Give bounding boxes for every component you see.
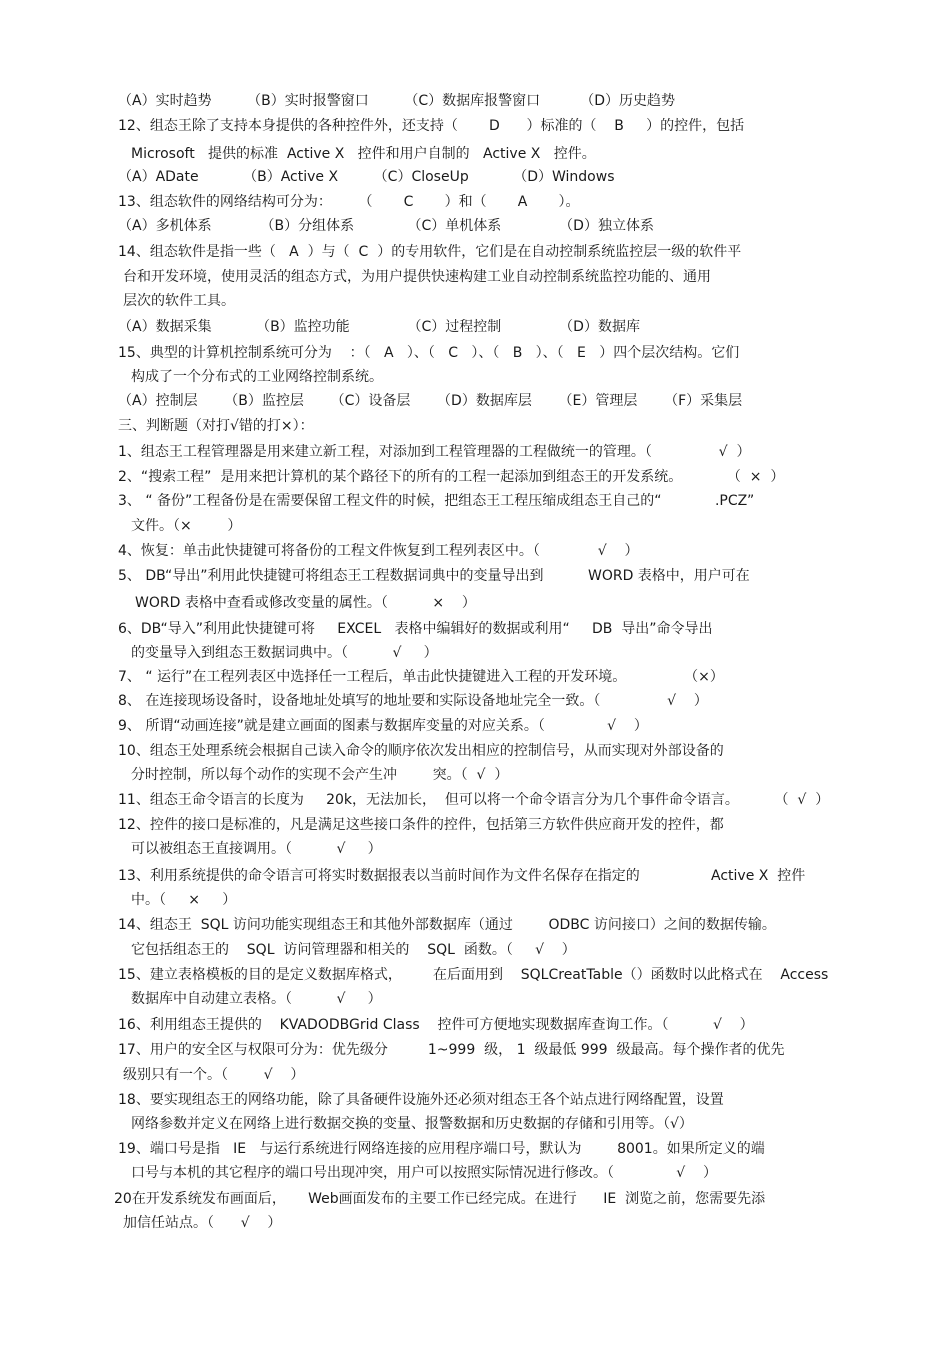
text-line: 14、组态王 SQL 访问功能实现组态王和其他外部数据库（通过 ODBC 访问接口）之间的数据传输。 (118, 917, 776, 933)
text-line: WORD 表格中查看或修改变量的属性。（ × ） (135, 595, 476, 611)
text-line: 文件。（× ） (131, 518, 242, 534)
text-line: 台和开发环境，使用灵活的组态方式，为用户提供快速构建工业自动控制系统监控功能的、通用 (123, 269, 711, 285)
text-line: （A）控制层 （B）监控层 （C）设备层 （D）数据库层 （E）管理层 （F）采集层 (118, 393, 743, 409)
text-line: 20在开发系统发布画面后， Web画面发布的主要工作已经完成。在进行 IE 浏览之前，您需要先添 (114, 1191, 766, 1207)
text-line: 13、组态软件的网络结构可分为： （ C ）和（ A ）。 (118, 194, 580, 210)
text-line: 层次的软件工具。 (123, 293, 235, 309)
text-line: 它包括组态王的 SQL 访问管理器和相关的 SQL 函数。（ √ ） (131, 942, 576, 958)
text-line: 14、组态软件是指一些（ A ）与（ C ）的专用软件，它们是在自动控制系统监控层一级的软件平 (118, 244, 742, 260)
text-line: 网络参数并定义在网络上进行数据交换的变量、报警数据和历史数据的存储和引用等。（√） (131, 1116, 693, 1132)
text-line: 2、“搜索工程” 是用来把计算机的某个路径下的所有的工程一起添加到组态王的开发系统。 （ × ） (118, 469, 785, 485)
text-line: 16、利用组态王提供的 KVADODBGrid Class 控件可方便地实现数据库查询工作。（ √ ） (118, 1017, 754, 1033)
text-line: 11、组态王命令语言的长度为 20k，无法加长， 但可以将一个命令语言分为几个事件命令语言。 （ √ ） (118, 792, 830, 808)
text-line: 5、 DB“导出”利用此快捷键可将组态王工程数据词典中的变量导出到 WORD 表格中，用户可在 (118, 568, 750, 584)
text-line: 可以被组态王直接调用。（ √ ） (131, 841, 382, 857)
text-line: （A）实时趋势 （B）实时报警窗口 （C）数据库报警窗口 （D）历史趋势 (118, 93, 675, 109)
text-line: 17、用户的安全区与权限可分为：优先级分 1~999 级， 1 级最低 999 级最高。每个操作者的优先 (118, 1042, 785, 1058)
text-line: 中。（ × ） (131, 892, 237, 908)
text-line: 19、端口号是指 IE 与运行系统进行网络连接的应用程序端口号，默认为 8001。如果所定义的端 (118, 1141, 765, 1157)
text-line: 构成了一个分布式的工业网络控制系统。 (131, 369, 383, 385)
text-line: （A）多机体系 （B）分组体系 （C）单机体系 （D）独立体系 (118, 218, 654, 234)
text-line: 加信任站点。（ √ ） (123, 1215, 282, 1231)
text-line: 4、恢复：单击此快捷键可将备份的工程文件恢复到工程列表区中。（ √ ） (118, 543, 639, 559)
text-line: 3、 “ 备份”工程备份是在需要保留工程文件的时候，把组态王工程压缩成组态王自己的“ .PCZ” (118, 493, 755, 509)
text-line: Microsoft 提供的标准 Active X 控件和用户自制的 Active X 控件。 (131, 146, 596, 162)
text-line: 13、利用系统提供的命令语言可将实时数据报表以当前时间作为文件名保存在指定的 Active X 控件 (118, 868, 806, 884)
text-line: （A）数据采集 （B）监控功能 （C）过程控制 （D）数据库 (118, 319, 640, 335)
text-line: 15、典型的计算机控制系统可分为 ：（ A ）、（ C ）、（ B ）、（ E ）四个层次结构。它们 (118, 345, 740, 361)
text-line: 12、控件的接口是标准的，凡是满足这些接口条件的控件，包括第三方软件供应商开发的控件，都 (118, 817, 724, 833)
text-line: 15、建立表格模板的目的是定义数据库格式， 在后面用到 SQLCreatTable（）函数时以此格式在 Access (118, 967, 829, 983)
text-line: 10、组态王处理系统会根据自己读入命令的顺序依次发出相应的控制信号，从而实现对外部设备的 (118, 743, 724, 759)
text-line: 7、 “ 运行”在工程列表区中选择任一工程后，单击此快捷键进入工程的开发环境。 （×） (118, 669, 724, 685)
text-line: 三、判断题（对打√错的打×）： (118, 418, 314, 434)
text-line: （A）ADate （B）Active X （C）CloseUp （D）Windows (118, 169, 615, 185)
text-line: 6、DB“导入”利用此快捷键可将 EXCEL 表格中编辑好的数据或利用“ DB 导出”命令导出 (118, 621, 713, 637)
text-line: 级别只有一个。（ √ ） (123, 1067, 305, 1083)
text-line: 口号与本机的其它程序的端口号出现冲突，用户可以按照实际情况进行修改。（ √ ） (131, 1165, 718, 1181)
text-line: 的变量导入到组态王数据词典中。（ √ ） (131, 645, 438, 661)
text-line: 1、组态王工程管理器是用来建立新工程，对添加到工程管理器的工程做统一的管理。（ √ ） (118, 444, 751, 460)
text-line: 8、 在连接现场设备时，设备地址处填写的地址要和实际设备地址完全一致。（ √ ） (118, 693, 708, 709)
text-line: 9、 所谓“动画连接”就是建立画面的图素与数据库变量的对应关系。（ √ ） (118, 718, 648, 734)
text-line: 数据库中自动建立表格。（ √ ） (131, 991, 382, 1007)
text-line: 12、组态王除了支持本身提供的各种控件外，还支持（ D ）标准的（ B ）的控件，包括 (118, 118, 745, 134)
text-line: 分时控制，所以每个动作的实现不会产生冲 突。（ √ ） (131, 767, 509, 783)
text-line: 18、要实现组态王的网络功能，除了具备硬件设施外还必须对组态王各个站点进行网络配置，设置 (118, 1092, 724, 1108)
